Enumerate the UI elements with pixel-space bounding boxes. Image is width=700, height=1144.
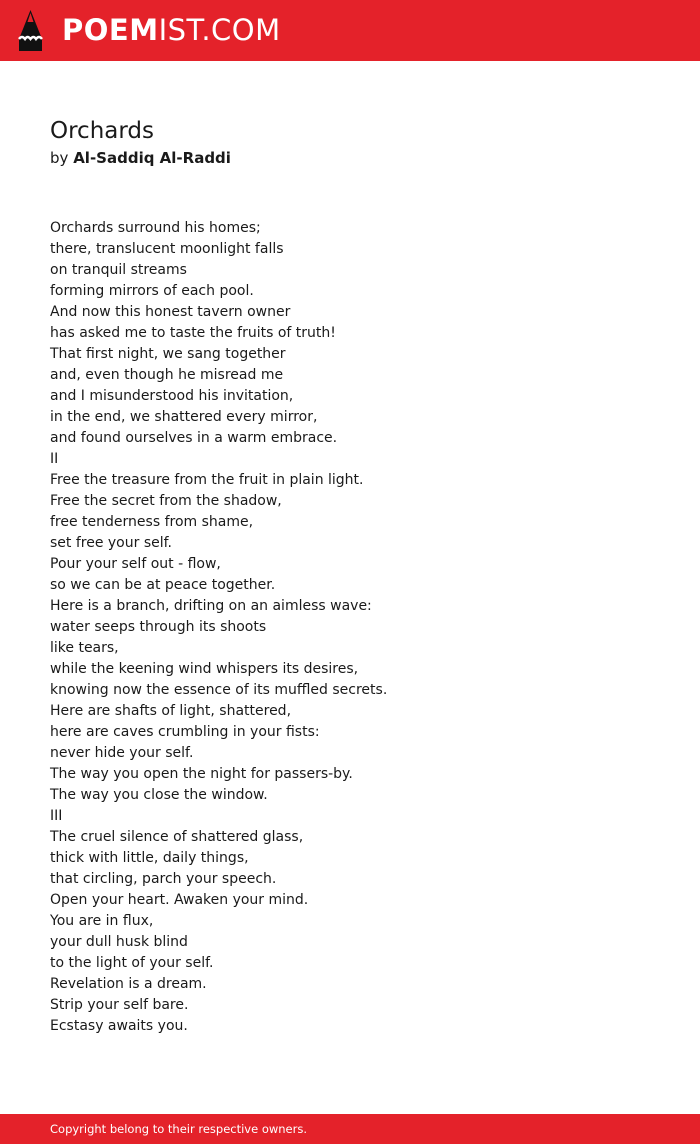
logo-bold-text: POEM	[62, 13, 159, 47]
poem-line: to the light of your self.	[50, 955, 214, 971]
poem-line: Orchards surround his homes;	[50, 220, 261, 236]
poem-line: in the end, we shattered every mirror,	[50, 409, 318, 425]
by-label: by	[50, 149, 69, 167]
poem-line: and found ourselves in a warm embrace.	[50, 430, 338, 446]
poem-line: free tenderness from shame,	[50, 514, 254, 530]
poem-line: set free your self.	[50, 535, 172, 551]
poem-line: Strip your self bare.	[50, 997, 189, 1013]
byline	[50, 148, 231, 169]
poem-line: You are in flux,	[50, 913, 154, 929]
poem-line: III	[50, 808, 63, 824]
pencil-tip-icon[interactable]	[17, 9, 44, 52]
poem-line: Free the treasure from the fruit in plain light.	[50, 472, 364, 488]
poem-line: knowing now the essence of its muffled secrets.	[50, 682, 388, 698]
poem-line: The cruel silence of shattered glass,	[50, 829, 304, 845]
poem-line: That first night, we sang together	[50, 346, 286, 362]
poem-line: never hide your self.	[50, 745, 194, 761]
poem-line: on tranquil streams	[50, 262, 187, 278]
poem-line: Free the secret from the shadow,	[50, 493, 282, 509]
poem-line: that circling, parch your speech.	[50, 871, 277, 887]
poem-line: while the keening wind whispers its desires,	[50, 661, 359, 677]
site-logo[interactable]	[62, 12, 281, 48]
poem-line: has asked me to taste the fruits of truth!	[50, 325, 336, 341]
poem-line: Open your heart. Awaken your mind.	[50, 892, 309, 908]
poem-line: The way you close the window.	[50, 787, 268, 803]
copyright-text: Copyright belong to their respective owners.	[50, 1122, 308, 1136]
poem-line: and I misunderstood his invitation,	[50, 388, 294, 404]
poem-line: forming mirrors of each pool.	[50, 283, 254, 299]
poem-line: water seeps through its shoots	[50, 619, 267, 635]
poem-line: The way you open the night for passers-by.	[50, 766, 353, 782]
poem-line: there, translucent moonlight falls	[50, 241, 284, 257]
poem-line: and, even though he misread me	[50, 367, 284, 383]
author-name: Al-Saddiq Al-Raddi	[73, 149, 231, 167]
poem-line: your dull husk blind	[50, 934, 188, 950]
poem-line: Revelation is a dream.	[50, 976, 207, 992]
poem-line: thick with little, daily things,	[50, 850, 249, 866]
poem-line: II	[50, 451, 59, 467]
logo-rest-text: IST.COM	[158, 13, 281, 47]
poem-line: And now this honest tavern owner	[50, 304, 291, 320]
site-header	[0, 0, 700, 61]
poem-line: Here are shafts of light, shattered,	[50, 703, 292, 719]
poem-line: like tears,	[50, 640, 119, 656]
poem-line: Ecstasy awaits you.	[50, 1018, 188, 1034]
site-footer	[0, 1114, 700, 1144]
poem-line: here are caves crumbling in your fists:	[50, 724, 320, 740]
poem-title: Orchards	[50, 118, 155, 144]
poem-line: so we can be at peace together.	[50, 577, 276, 593]
poem-body	[50, 218, 650, 1037]
poem-line: Here is a branch, drifting on an aimless wave:	[50, 598, 372, 614]
poem-line: Pour your self out - flow,	[50, 556, 221, 572]
